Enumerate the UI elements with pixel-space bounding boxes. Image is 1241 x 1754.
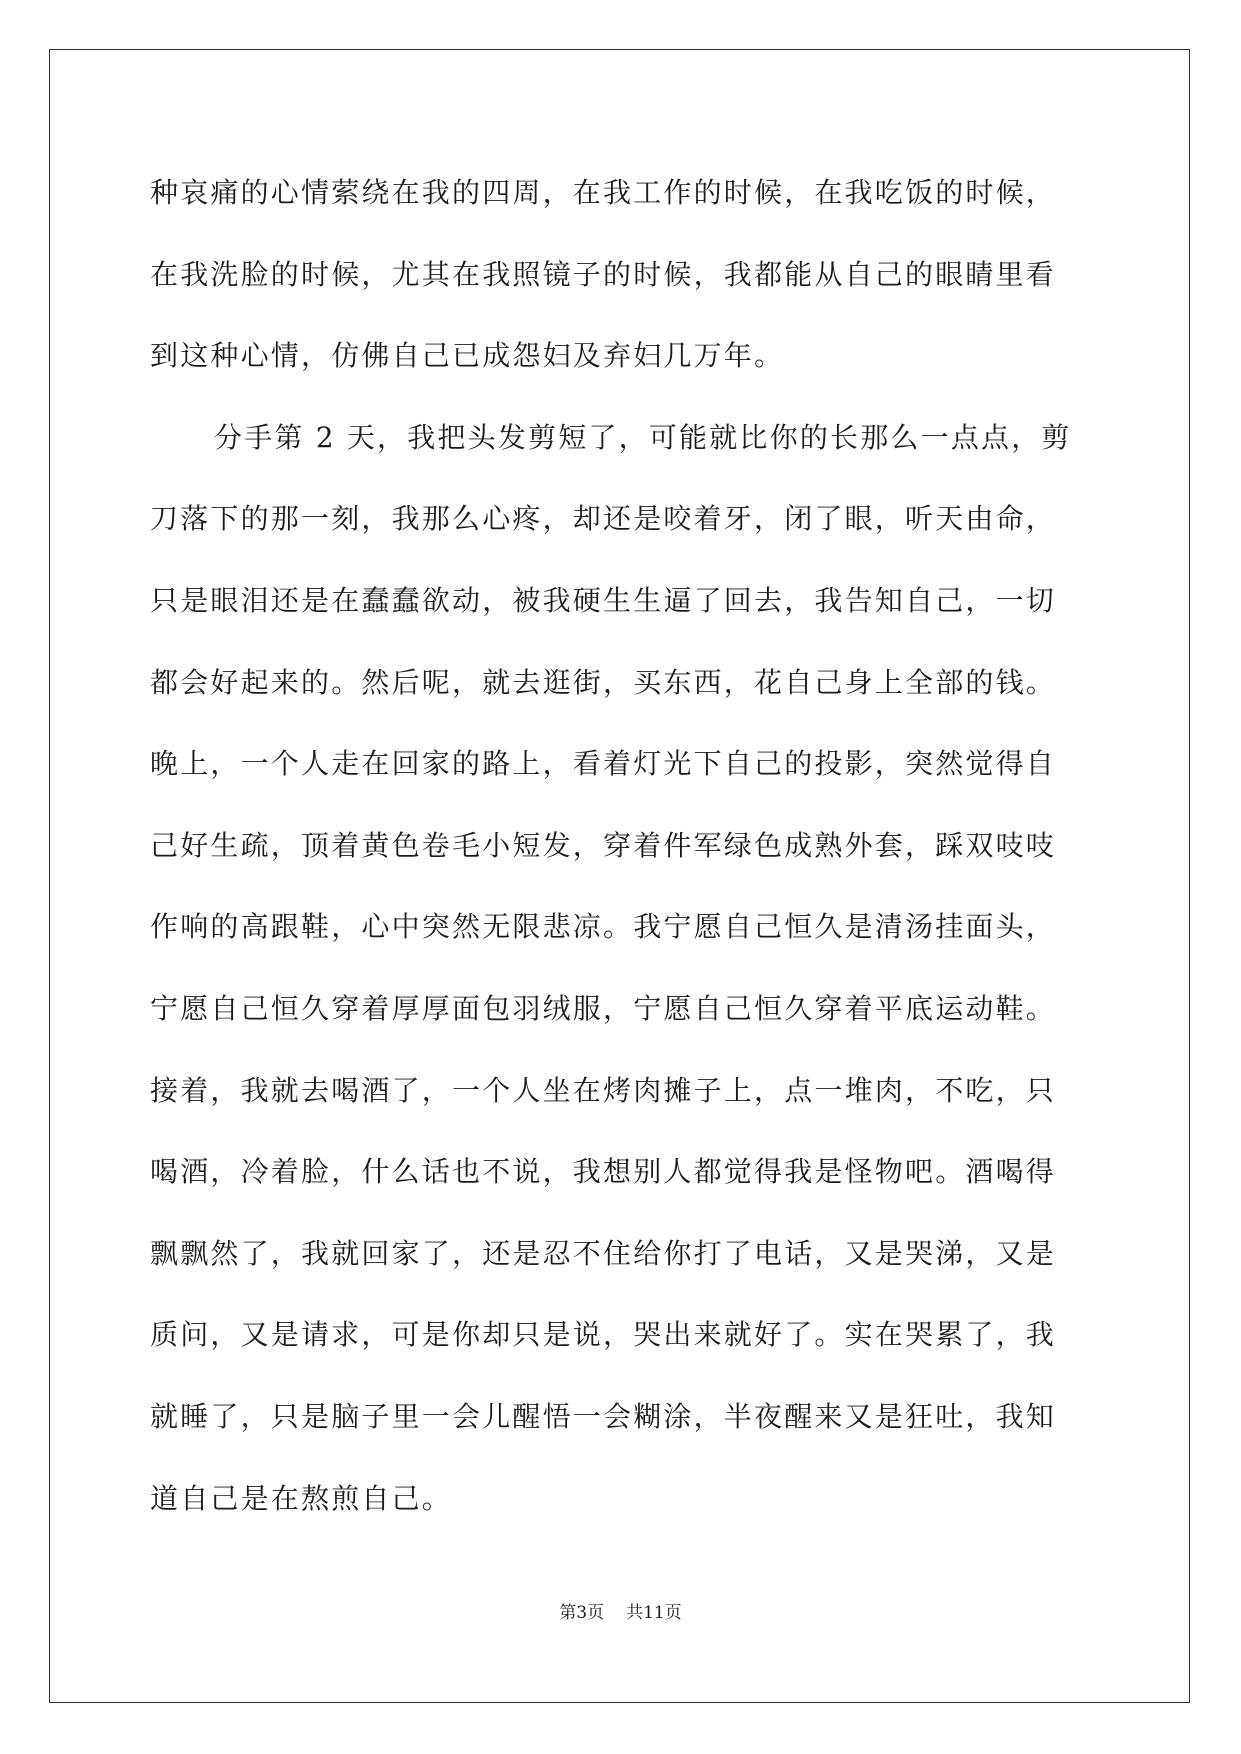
text-line: 只是眼泪还是在蠢蠢欲动，被我硬生生逼了回去，我告知自己，一切 (150, 583, 1057, 617)
text-line: 刀落下的那一刻，我那么心疼，却还是咬着牙，闭了眼，听天由命， (150, 502, 1057, 536)
page-footer (0, 1598, 1241, 1623)
page-number-total: 共11页 (626, 1603, 682, 1623)
text-line: 宁愿自己恒久穿着厚厚面包羽绒服，宁愿自己恒久穿着平底运动鞋。 (150, 991, 1057, 1025)
text-line: 喝酒，冷着脸，什么话也不说，我想别人都觉得我是怪物吧。酒喝得 (150, 1155, 1057, 1189)
text-line: 己好生疏，顶着黄色卷毛小短发，穿着件军绿色成熟外套，踩双吱吱 (150, 828, 1057, 862)
text-line: 就睡了，只是脑子里一会儿醒悟一会糊涂，半夜醒来又是狂吐，我知 (150, 1399, 1057, 1433)
text-line: 质问，又是请求，可是你却只是说，哭出来就好了。实在哭累了，我 (150, 1318, 1057, 1352)
text-line: 种哀痛的心情萦绕在我的四周，在我工作的时候，在我吃饭的时候， (150, 176, 1057, 209)
text-line: 到这种心情，仿佛自己已成怨妇及弃妇几万年。 (150, 339, 785, 373)
text-line: 飘飘然了，我就回家了，还是忍不住给你打了电话，又是哭涕，又是 (150, 1236, 1057, 1270)
document-body (150, 152, 1088, 1539)
text-line: 晚上，一个人走在回家的路上，看着灯光下自己的投影，突然觉得自 (150, 747, 1057, 781)
text-line: 接着，我就去喝酒了，一个人坐在烤肉摊子上，点一堆肉，不吃，只 (150, 1073, 1057, 1107)
text-line: 在我洗脸的时候，尤其在我照镜子的时候，我都能从自己的眼睛里看 (150, 257, 1057, 291)
text-line: 道自己是在熬煎自己。 (150, 1481, 453, 1515)
page-number-current: 第3页 (559, 1603, 605, 1623)
paragraph-start-line: 分手第 2 天，我把头发剪短了，可能就比你的长那么一点点，剪 (214, 420, 1072, 454)
text-line: 都会好起来的。然后呢，就去逛街，买东西，花自己身上全部的钱。 (150, 665, 1057, 699)
text-line: 作响的高跟鞋，心中突然无限悲凉。我宁愿自己恒久是清汤挂面头， (150, 910, 1057, 944)
